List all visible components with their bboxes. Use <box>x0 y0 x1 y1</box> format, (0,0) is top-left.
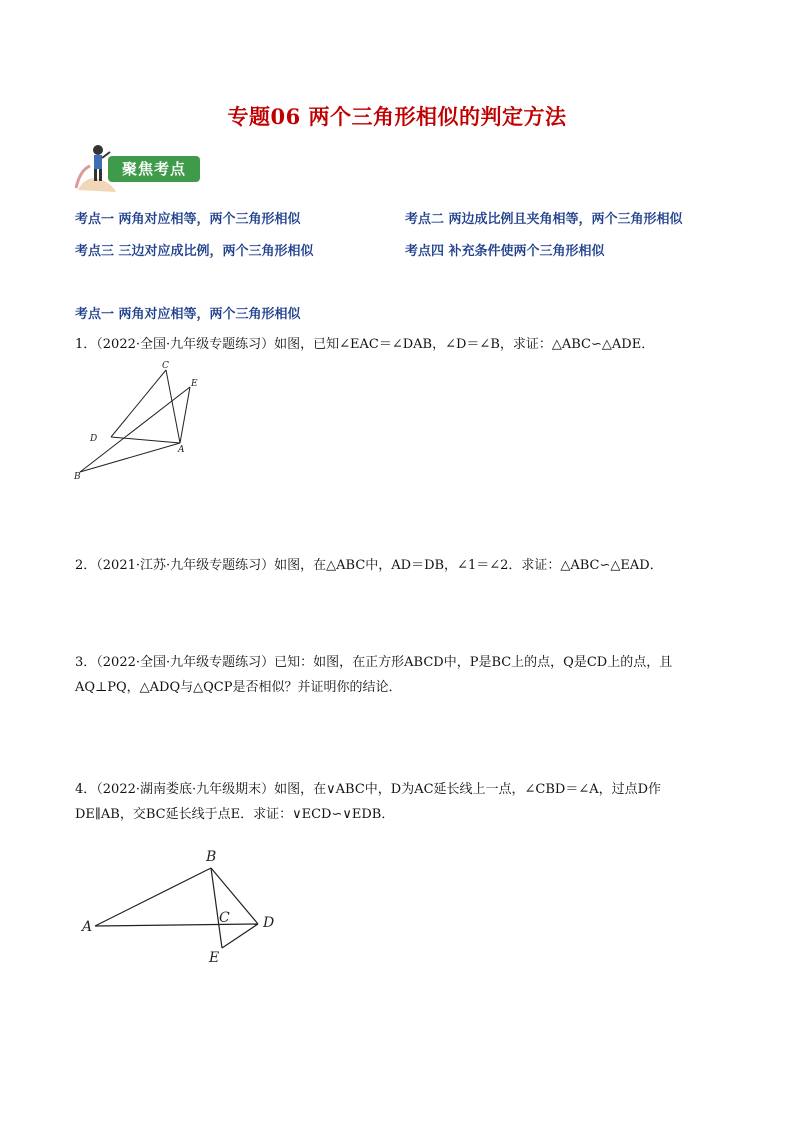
label-d: D <box>90 434 98 444</box>
label-b: B <box>74 472 81 482</box>
figure-1 <box>70 355 210 490</box>
page-title: 专题06 两个三角形相似的判定方法 <box>227 104 567 129</box>
question-2 <box>75 553 725 578</box>
question-text: 如图，在∨ABC中，D为AC延长线上一点，∠CBD＝∠A，过点D作 <box>274 782 662 797</box>
question-text-cont: DE∥AB，交BC延长线于点E．求证：∨ECD∽∨EDB． <box>75 807 395 822</box>
question-source: （2022·全国·九年级专题练习） <box>96 337 275 352</box>
banner-label: 聚焦考点 <box>108 156 200 182</box>
question-source: （2022·湖南娄底·九年级期末） <box>96 782 275 797</box>
label-a: A <box>82 919 93 935</box>
question-source: （2022·全国·九年级专题练习） <box>96 655 275 670</box>
question-number: 3． <box>75 655 97 670</box>
label-a: A <box>178 445 185 455</box>
question-text: 如图，在△ABC中，AD＝DB，∠1＝∠2．求证：△ABC∽△EAD． <box>274 558 663 573</box>
question-text-cont: AQ⊥PQ，△ADQ与△QCP是否相似？并证明你的结论． <box>75 680 402 695</box>
toc-item-1[interactable]: 考点一 两角对应相等，两个三角形相似 <box>75 212 301 227</box>
question-4 <box>75 777 725 827</box>
segment-ed <box>222 924 258 948</box>
segment-ab <box>95 868 211 926</box>
label-d: D <box>263 915 275 931</box>
question-source: （2021·江苏·九年级专题练习） <box>96 558 275 573</box>
segment-ca <box>166 370 180 443</box>
section-heading: 考点一 两角对应相等，两个三角形相似 <box>75 307 301 322</box>
label-e: E <box>209 950 220 966</box>
question-number: 2． <box>75 558 97 573</box>
label-c: C <box>219 910 230 926</box>
question-text: 已知：如图，在正方形ABCD中，P是BC上的点，Q是CD上的点，且 <box>274 655 673 670</box>
toc-item-4[interactable]: 考点四 补充条件使两个三角形相似 <box>405 244 605 259</box>
toc-item-2[interactable]: 考点二 两边成比例且夹角相等，两个三角形相似 <box>405 212 683 227</box>
question-number: 4． <box>75 782 97 797</box>
question-text: 如图，已知∠EAC＝∠DAB，∠D＝∠B，求证：△ABC∽△ADE． <box>274 337 655 352</box>
segment-ad <box>95 924 258 926</box>
section-banner <box>72 140 212 196</box>
figure-4 <box>78 845 288 970</box>
segment-ea <box>180 387 190 443</box>
segment-eb <box>80 387 190 472</box>
question-3 <box>75 650 725 700</box>
label-c: C <box>162 361 169 371</box>
segment-ba <box>80 443 180 472</box>
question-1 <box>75 332 725 357</box>
label-e: E <box>191 379 198 389</box>
question-number: 1． <box>75 337 97 352</box>
toc-item-3[interactable]: 考点三 三边对应成比例，两个三角形相似 <box>75 244 314 259</box>
label-b: B <box>206 849 217 865</box>
